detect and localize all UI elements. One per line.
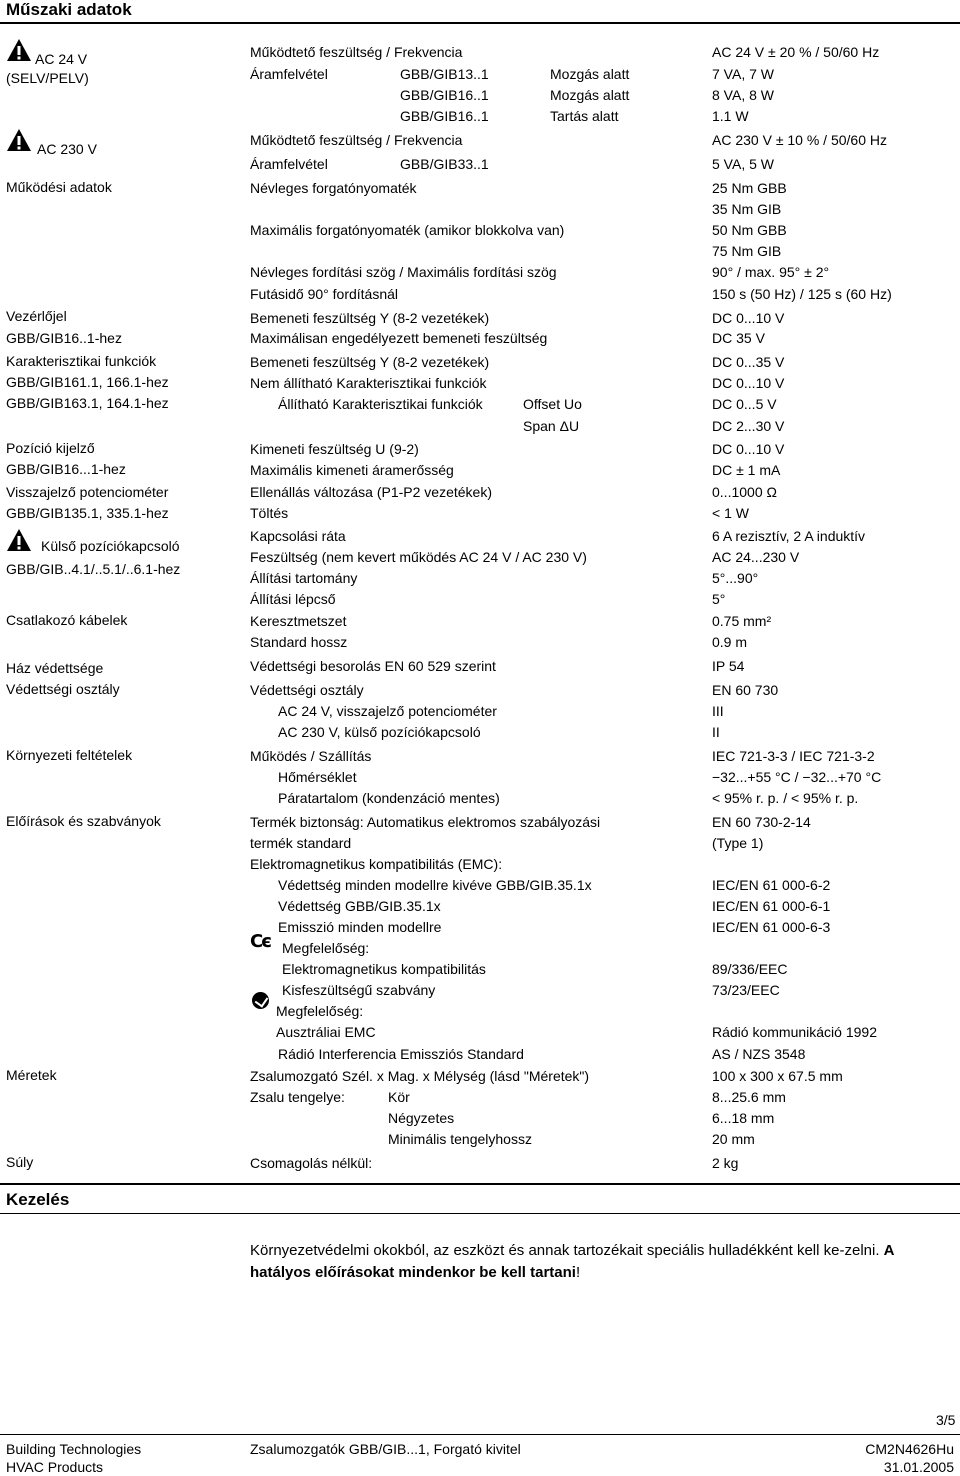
spec-label: Elektromagnetikus kompatibilitás bbox=[282, 961, 486, 977]
footer-product: Zsalumozgatók GBB/GIB...1, Forgató kivitel bbox=[250, 1441, 521, 1457]
footer-division: HVAC Products bbox=[6, 1459, 103, 1475]
label-haz: Ház védettsége bbox=[6, 660, 104, 676]
spec-value: II bbox=[712, 724, 720, 740]
spec-label: Keresztmetszet bbox=[250, 613, 347, 629]
spec-value: IEC 721-3-3 / IEC 721-3-2 bbox=[712, 748, 875, 764]
spec-value: 7 VA, 7 W bbox=[712, 66, 774, 82]
spec-label: Futásidő 90° fordításnál bbox=[250, 286, 399, 302]
label-ac230: AC 230 V bbox=[37, 141, 97, 157]
kezeles-text-normal: Környezetvédelmi okokból, az eszközt és annak tartozékait speciális hulladékként kell ke-zelni. bbox=[250, 1242, 884, 1259]
spec-label: Védettségi besorolás EN 60 529 szerint bbox=[250, 658, 496, 674]
spec-value: 20 mm bbox=[712, 1131, 755, 1147]
spec-value: 6...18 mm bbox=[712, 1110, 775, 1126]
spec-label: Bemeneti feszültség Y (8-2 vezetékek) bbox=[250, 354, 490, 370]
spec-value: 25 Nm GBB bbox=[712, 180, 787, 196]
spec-condition: Span ΔU bbox=[523, 418, 580, 434]
spec-label: Működés / Szállítás bbox=[250, 748, 372, 764]
spec-label: Töltés bbox=[250, 505, 289, 521]
spec-label: Zsalumozgató Szél. x Mag. x Mélység (lásd "Méretek") bbox=[250, 1068, 590, 1084]
spec-label: AC 24 V, visszajelző potenciométer bbox=[278, 703, 497, 719]
spec-value: 0.9 m bbox=[712, 634, 748, 650]
label-karakter-sub2: GBB/GIB163.1, 164.1-hez bbox=[6, 395, 169, 411]
spec-label: Emisszió minden modellre bbox=[278, 919, 442, 935]
spec-value: DC 2...30 V bbox=[712, 418, 785, 434]
spec-condition: Mozgás alatt bbox=[550, 87, 630, 103]
footer-doc-number: CM2N4626Hu bbox=[865, 1441, 954, 1457]
label-suly: Súly bbox=[6, 1154, 34, 1170]
spec-value: 5 VA, 5 W bbox=[712, 156, 774, 172]
label-pozicio: Pozíció kijelző bbox=[6, 440, 95, 456]
spec-label: Működtető feszültség / Frekvencia bbox=[250, 44, 463, 60]
spec-label: Standard hossz bbox=[250, 634, 348, 650]
spec-value: IEC/EN 61 000-6-2 bbox=[712, 877, 831, 893]
spec-value: IEC/EN 61 000-6-3 bbox=[712, 919, 831, 935]
spec-value: DC 0...10 V bbox=[712, 441, 785, 457]
spec-value: 5°...90° bbox=[712, 570, 759, 586]
spec-label: Védettség GBB/GIB.35.1x bbox=[278, 898, 441, 914]
label-vezerlo-sub: GBB/GIB16..1-hez bbox=[6, 330, 122, 346]
spec-value: 75 Nm GIB bbox=[712, 243, 782, 259]
spec-value: Rádió kommunikáció 1992 bbox=[712, 1024, 877, 1040]
spec-label: Állítható Karakterisztikai funkciók bbox=[278, 396, 483, 412]
spec-model: Minimális tengelyhossz bbox=[388, 1131, 532, 1147]
spec-value: 100 x 300 x 67.5 mm bbox=[712, 1068, 843, 1084]
spec-label: Áramfelvétel bbox=[250, 66, 328, 82]
spec-label: Hőmérséklet bbox=[278, 769, 357, 785]
section-rule bbox=[0, 1183, 960, 1185]
spec-label: Maximális kimeneti áramerősség bbox=[250, 462, 454, 478]
spec-value: 73/23/EEC bbox=[712, 982, 780, 998]
spec-condition: Tartás alatt bbox=[550, 108, 619, 124]
label-ac24: AC 24 V bbox=[35, 51, 88, 67]
spec-label: Védettség minden modellre kivéve GBB/GIB.35.1x bbox=[278, 877, 592, 893]
label-karakter-sub1: GBB/GIB161.1, 166.1-hez bbox=[6, 374, 169, 390]
spec-value: 0.75 mm² bbox=[712, 613, 772, 629]
spec-value: 5° bbox=[712, 591, 726, 607]
spec-label: Kisfeszültségű szabvány bbox=[282, 982, 436, 998]
spec-value: EN 60 730-2-14 bbox=[712, 814, 811, 830]
label-mukodesi: Működési adatok bbox=[6, 179, 112, 195]
page-title: Műszaki adatok bbox=[6, 0, 132, 19]
spec-label: Nem állítható Karakterisztikai funkciók bbox=[250, 375, 487, 391]
spec-model: Négyzetes bbox=[388, 1110, 455, 1126]
spec-label: Csomagolás nélkül: bbox=[250, 1155, 373, 1171]
ce-mark-icon: Cє bbox=[250, 931, 270, 952]
spec-value: 1.1 W bbox=[712, 108, 749, 124]
label-meretek: Méretek bbox=[6, 1067, 57, 1083]
spec-label: Páratartalom (kondenzáció mentes) bbox=[278, 790, 500, 806]
label-pozicio-sub: GBB/GIB16...1-hez bbox=[6, 461, 126, 477]
spec-label: Névleges forgatónyomaték bbox=[250, 180, 417, 196]
label-csatlakozo: Csatlakozó kábelek bbox=[6, 612, 128, 628]
spec-model: GBB/GIB13..1 bbox=[400, 66, 489, 82]
spec-value: 6 A rezisztív, 2 A induktív bbox=[712, 528, 866, 544]
spec-value: DC 0...10 V bbox=[712, 375, 785, 391]
spec-label: Maximálisan engedélyezett bemeneti feszültség bbox=[250, 330, 548, 346]
spec-model: GBB/GIB16..1 bbox=[400, 108, 489, 124]
spec-label: Kapcsolási ráta bbox=[250, 528, 346, 544]
spec-value: 8 VA, 8 W bbox=[712, 87, 774, 103]
spec-label: Állítási tartomány bbox=[250, 570, 358, 586]
spec-label: Elektromagnetikus kompatibilitás (EMC): bbox=[250, 856, 503, 872]
spec-model: Kör bbox=[388, 1089, 410, 1105]
spec-value: 35 Nm GIB bbox=[712, 201, 782, 217]
spec-label: Bemeneti feszültség Y (8-2 vezetékek) bbox=[250, 310, 490, 326]
spec-label: Állítási lépcső bbox=[250, 591, 336, 607]
c-tick-icon bbox=[252, 992, 269, 1009]
page-number: 3/5 bbox=[936, 1412, 956, 1428]
spec-label: Áramfelvétel bbox=[250, 156, 328, 172]
spec-label: Rádió Interferencia Emissziós Standard bbox=[278, 1046, 524, 1062]
footer-company: Building Technologies bbox=[6, 1441, 142, 1457]
spec-label: Maximális forgatónyomaték (amikor blokkolva van) bbox=[250, 222, 565, 238]
spec-label: Megfelelőség: bbox=[276, 1003, 364, 1019]
spec-label: AC 230 V, külső pozíciókapcsoló bbox=[278, 724, 481, 740]
spec-label: Ausztráliai EMC bbox=[276, 1024, 376, 1040]
spec-value: DC 0...5 V bbox=[712, 396, 777, 412]
spec-value: IP 54 bbox=[712, 658, 745, 674]
spec-label: Termék biztonság: Automatikus elektromos szabályozási bbox=[250, 814, 601, 830]
warning-icon bbox=[6, 38, 32, 62]
spec-value: −32...+55 °C / −32...+70 °C bbox=[712, 769, 882, 785]
spec-label: Megfelelőség: bbox=[282, 940, 370, 956]
spec-condition: Mozgás alatt bbox=[550, 66, 630, 82]
spec-value: 150 s (50 Hz) / 125 s (60 Hz) bbox=[712, 286, 892, 302]
spec-label: Feszültség (nem kevert működés AC 24 V / AC 230 V) bbox=[250, 549, 587, 565]
label-kulso-sub: GBB/GIB..4.1/..5.1/..6.1-hez bbox=[6, 561, 181, 577]
label-selv: (SELV/PELV) bbox=[6, 70, 89, 86]
label-vezerlo: Vezérlőjel bbox=[6, 308, 67, 324]
spec-value: < 1 W bbox=[712, 505, 749, 521]
spec-value: DC ± 1 mA bbox=[712, 462, 781, 478]
warning-icon bbox=[6, 528, 32, 552]
spec-value: < 95% r. p. / < 95% r. p. bbox=[712, 790, 859, 806]
label-eloirasok: Előírások és szabványok bbox=[6, 813, 161, 829]
spec-label: Kimeneti feszültség U (9-2) bbox=[250, 441, 419, 457]
spec-label: Védettségi osztály bbox=[250, 682, 364, 698]
spec-value: 50 Nm GBB bbox=[712, 222, 787, 238]
label-kornyezeti: Környezeti feltételek bbox=[6, 747, 133, 763]
spec-value: 89/336/EEC bbox=[712, 961, 788, 977]
spec-value: DC 0...10 V bbox=[712, 310, 785, 326]
kezeles-text-bold: A hatályos előírásokat mindenkor be kell tartani bbox=[250, 1242, 894, 1281]
spec-model: GBB/GIB33..1 bbox=[400, 156, 489, 172]
spec-value: DC 35 V bbox=[712, 330, 765, 346]
spec-condition: Offset Uo bbox=[523, 396, 582, 412]
spec-value: AC 24...230 V bbox=[712, 549, 800, 565]
section-rule-bottom bbox=[0, 1213, 960, 1214]
label-kulso: Külső pozíciókapcsoló bbox=[41, 538, 180, 554]
spec-value: (Type 1) bbox=[712, 835, 764, 851]
spec-label: termék standard bbox=[250, 835, 352, 851]
spec-value: 2 kg bbox=[712, 1155, 739, 1171]
footer-rule bbox=[0, 1434, 960, 1435]
spec-value: AC 24 V ± 20 % / 50/60 Hz bbox=[712, 44, 880, 60]
label-visszajelzo: Visszajelző potenciométer bbox=[6, 484, 169, 500]
label-karakter: Karakterisztikai funkciók bbox=[6, 353, 157, 369]
spec-value: AS / NZS 3548 bbox=[712, 1046, 806, 1062]
kezeles-text bbox=[250, 1240, 940, 1284]
title-rule bbox=[0, 22, 960, 24]
spec-value: 8...25.6 mm bbox=[712, 1089, 786, 1105]
label-vedettsegi: Védettségi osztály bbox=[6, 681, 120, 697]
spec-value: IEC/EN 61 000-6-1 bbox=[712, 898, 831, 914]
footer-date: 31.01.2005 bbox=[883, 1459, 954, 1475]
spec-label: Ellenállás változása (P1-P2 vezetékek) bbox=[250, 484, 493, 500]
kezeles-text-end: ! bbox=[575, 1264, 581, 1281]
spec-value: EN 60 730 bbox=[712, 682, 779, 698]
spec-label: Működtető feszültség / Frekvencia bbox=[250, 132, 463, 148]
spec-value: AC 230 V ± 10 % / 50/60 Hz bbox=[712, 132, 887, 148]
warning-icon bbox=[6, 128, 32, 152]
spec-model: GBB/GIB16..1 bbox=[400, 87, 489, 103]
spec-value: 0...1000 Ω bbox=[712, 484, 777, 500]
spec-value: III bbox=[712, 703, 724, 719]
spec-value: 90° / max. 95° ± 2° bbox=[712, 264, 830, 280]
section-title-kezeles: Kezelés bbox=[6, 1190, 70, 1209]
label-visszajelzo-sub: GBB/GIB135.1, 335.1-hez bbox=[6, 505, 169, 521]
spec-value: DC 0...35 V bbox=[712, 354, 785, 370]
spec-label: Névleges fordítási szög / Maximális fordítási szög bbox=[250, 264, 557, 280]
spec-label: Zsalu tengelye: bbox=[250, 1089, 345, 1105]
